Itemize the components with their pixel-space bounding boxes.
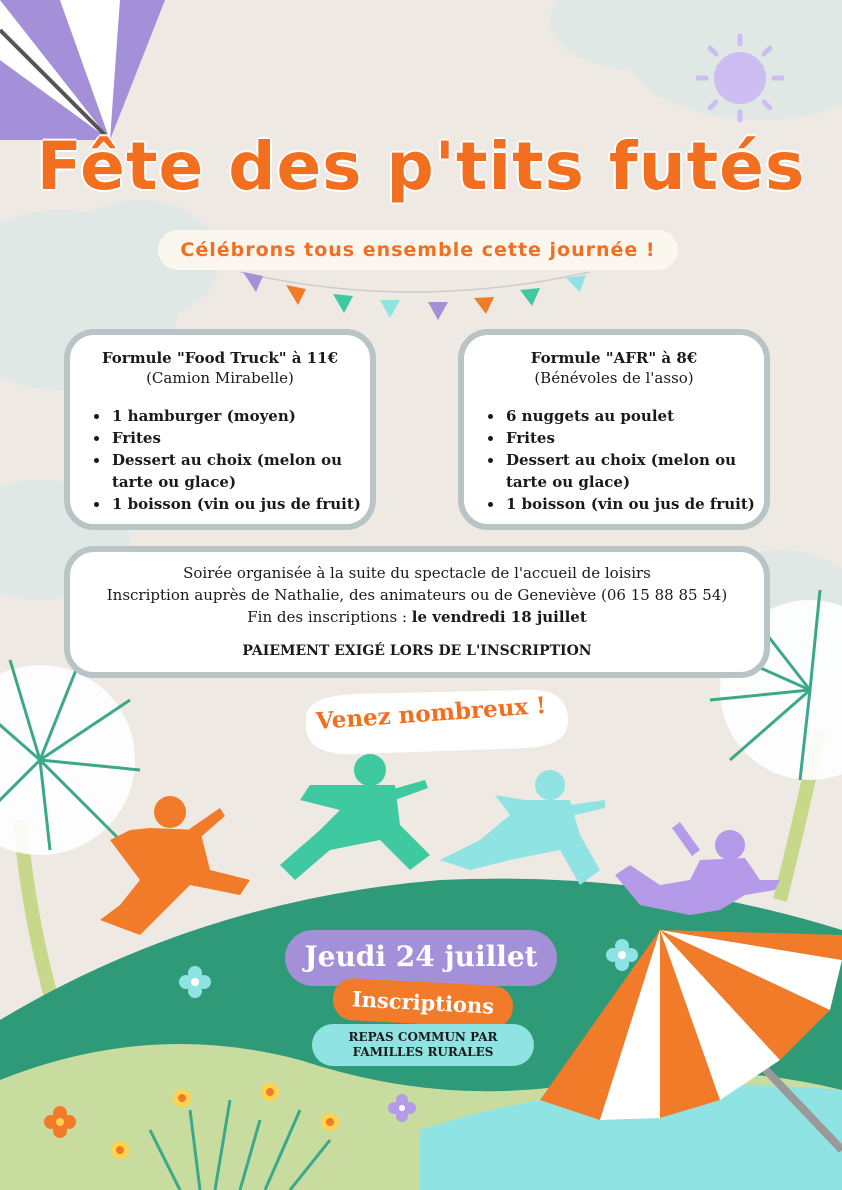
event-date-badge: Jeudi 24 juillet — [285, 930, 557, 986]
deadline-date: le vendredi 18 juillet — [411, 608, 587, 626]
deadline-label: Fin des inscriptions : — [247, 608, 407, 626]
afr-provider: (Bénévoles de l'asso) — [534, 369, 694, 387]
purple-umbrella-icon — [0, 0, 165, 140]
food-truck-provider: (Camion Mirabelle) — [146, 369, 294, 387]
bunting-flags — [240, 272, 590, 320]
info-line-2: Inscription auprès de Nathalie, des animateurs ou de Geneviève (06 15 88 85 54) — [106, 586, 728, 604]
afr-items — [464, 405, 764, 515]
list-item: • Frites — [504, 427, 764, 449]
list-item: • 1 hamburger (moyen) — [110, 405, 370, 427]
subtitle: Célébrons tous ensemble cette journée ! — [158, 230, 678, 270]
payment-notice: PAIEMENT EXIGÉ LORS DE L'INSCRIPTION — [242, 643, 592, 659]
inscriptions-badge: Inscriptions — [332, 977, 514, 1028]
dandelion-left-icon — [0, 660, 140, 855]
event-info-card — [64, 546, 770, 678]
organizer-line-2: FAMILLES RURALES — [352, 1045, 494, 1059]
afr-heading: Formule "AFR" à 8€ — [530, 349, 698, 367]
info-line-1: Soirée organisée à la suite du spectacle de l'accueil de loisirs — [183, 564, 651, 582]
list-item: • Dessert au choix (melon ou tarte ou glace) — [504, 449, 764, 493]
food-truck-heading: Formule "Food Truck" à 11€ — [101, 349, 339, 367]
list-item: • 1 boisson (vin ou jus de fruit) — [110, 493, 370, 515]
list-item: • Dessert au choix (melon ou tarte ou glace) — [110, 449, 370, 493]
organizer-badge — [312, 1024, 534, 1066]
info-line-3 — [70, 606, 764, 628]
afr-formula-card — [458, 329, 770, 530]
event-title: Fête des p'tits futés — [36, 128, 806, 205]
food-truck-items — [70, 405, 370, 515]
food-truck-formula-card — [64, 329, 376, 530]
list-item: • 1 boisson (vin ou jus de fruit) — [504, 493, 764, 515]
organizer-line-1: REPAS COMMUN PAR — [348, 1030, 498, 1044]
venez-nombreux-text: Venez nombreux ! — [315, 691, 547, 736]
list-item: • Frites — [110, 427, 370, 449]
list-item: • 6 nuggets au poulet — [504, 405, 764, 427]
